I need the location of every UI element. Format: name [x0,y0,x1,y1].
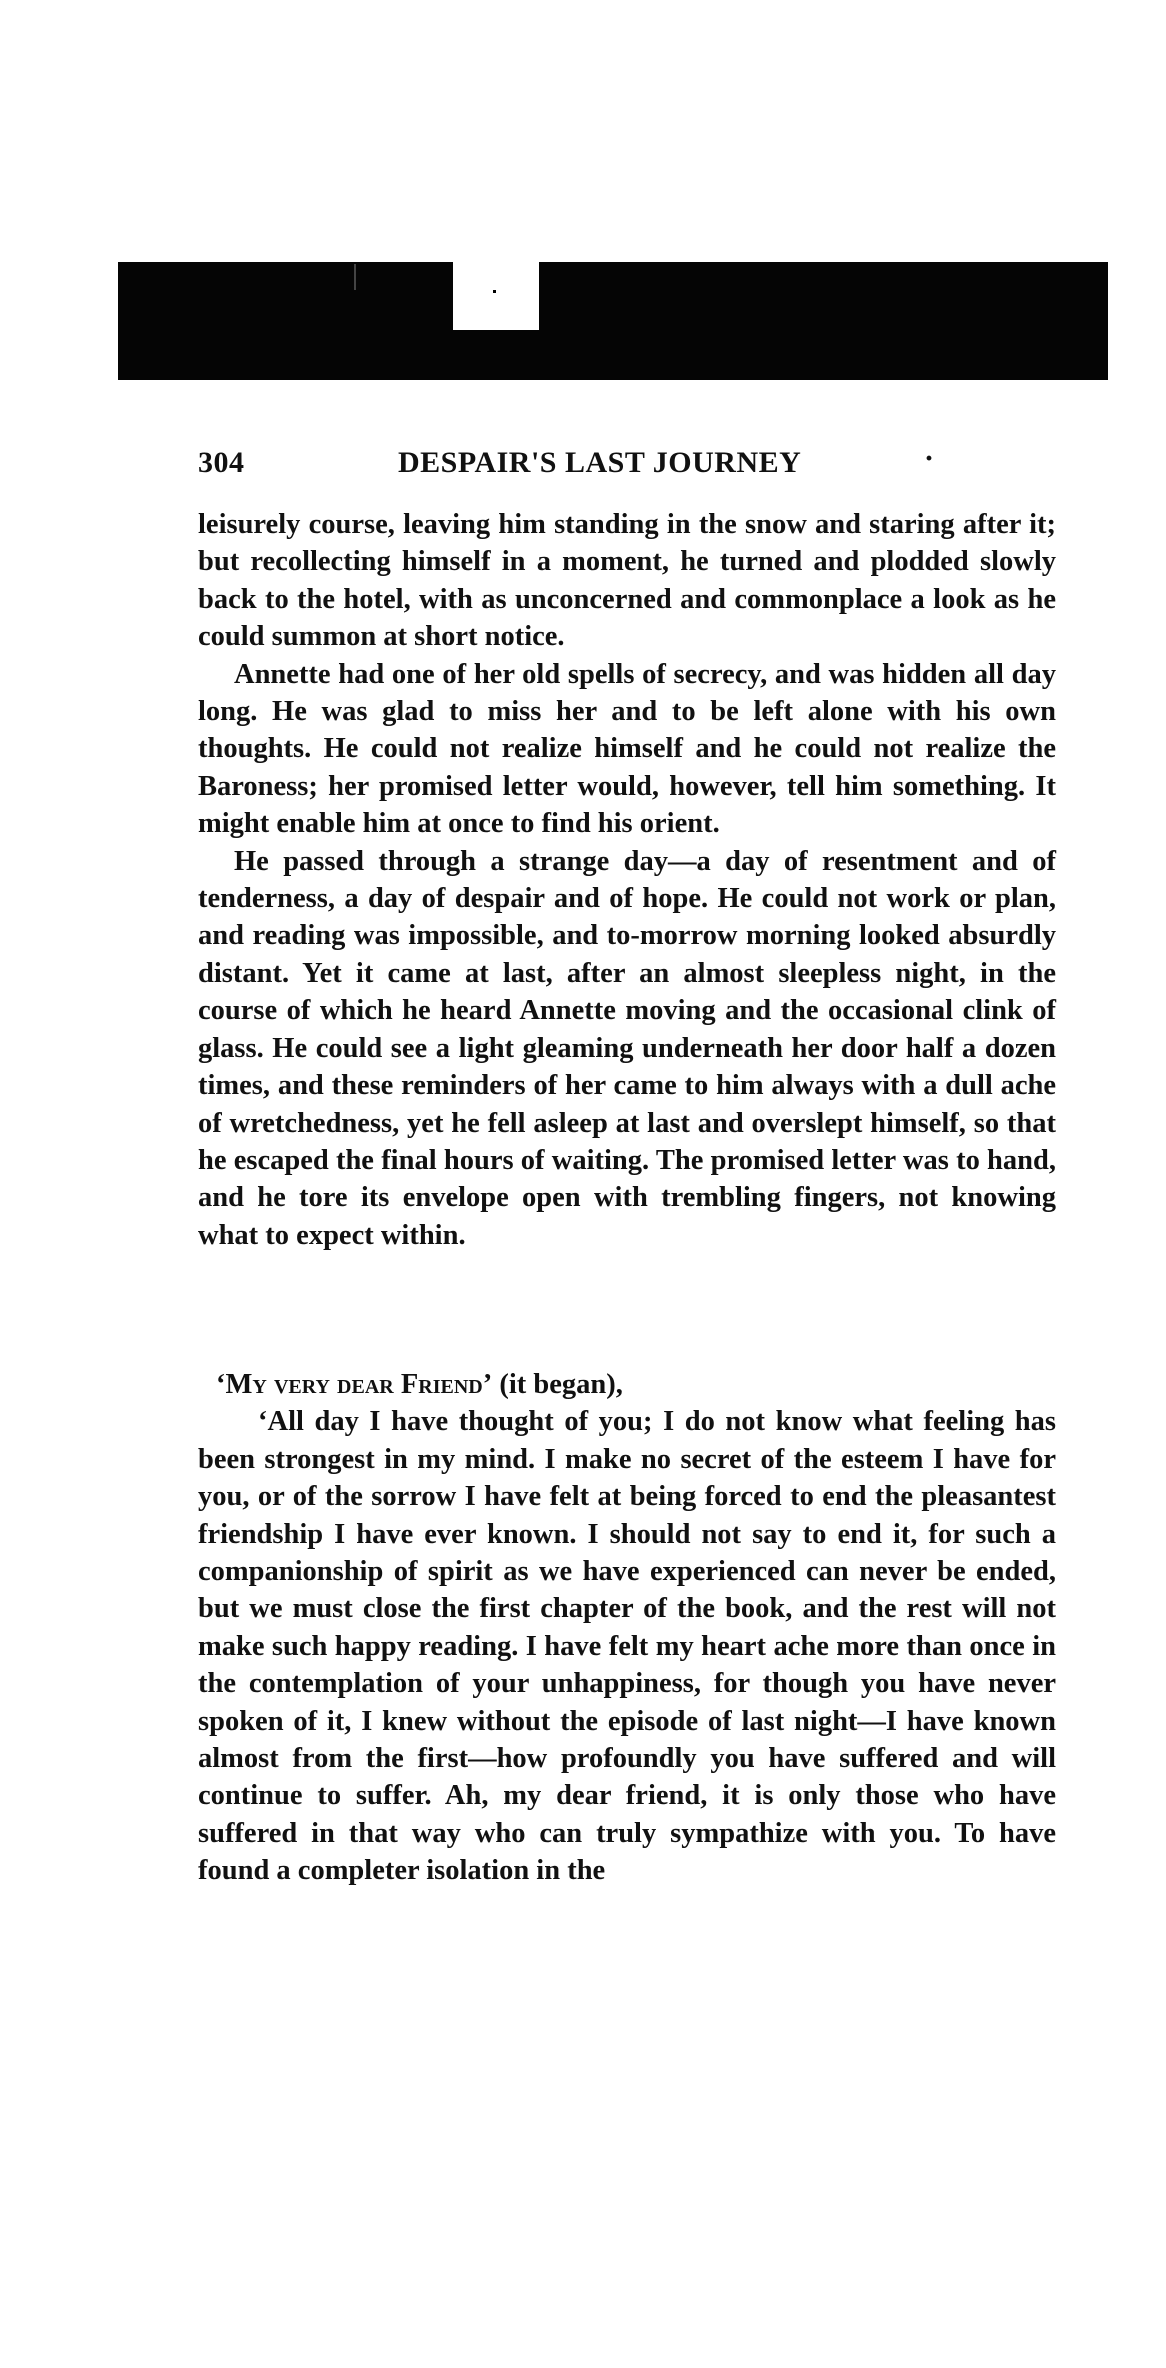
scan-artifact-line [354,264,356,290]
scan-artifact-dot [493,290,496,293]
paragraph-3: He passed through a strange day—a day of resentment and of tenderness, a day of despair and of hope. He could not work or plan, and reading was impossible, and to-morrow morning looked absurdly distant. Yet it came at last, after an almost sleepless night, in the course of which he heard Annette moving and the occasional clink of glass. He could see a light gleaming underneath her door half a dozen times, and these reminders of her came to him always with a dull ache of wretchedness, yet he fell asleep at last and overslept himself, so that he escaped the final hours of waiting. The promised letter was to hand, and he tore its envelope open with trembling fingers, not knowing what to expect within. [198,845,1056,1251]
running-title: DESPAIR'S LAST JOURNEY [398,446,802,479]
header-mark: · [924,442,935,475]
running-head [198,442,1072,490]
letter [198,1366,1056,1890]
page-number: 304 [198,446,245,479]
letter-salutation-line [198,1366,1056,1403]
letter-salutation-suffix: (it began), [492,1369,623,1400]
letter-salutation: ‘My very dear Friend’ [216,1369,493,1400]
paragraph-1: leisurely course, leaving him standing in the snow and staring after it; but recollecting himself in a moment, he turned and plodded slowly back to the hotel, with as unconcerned and commonplace a look as he could summon at short notice. [198,509,1056,653]
body-text [198,506,1056,1254]
paragraph-2: Annette had one of her old spells of secrecy, and was hidden all day long. He was glad to miss her and to be left alone with his own thoughts. He could not realize himself and he could not realize the Baroness; her promised letter would, however, tell him something. It might enable him at once to find his orient. [198,658,1056,840]
letter-body: ‘All day I have thought of you; I do not know what feeling has been strongest in my mind. I make no secret of the esteem I have for you, or of the sorrow I have felt at being forced to end the pleasantest friendship I have ever known. I should not say to end it, for such a companionship of spirit as we have experienced can never be ended, but we must close the first chapter of the book, and the rest will not make such happy reading. I have felt my heart ache more than once in the contemplation of your unhappiness, for though you have never spoken of it, I knew without the episode of last night—I have known almost from the first—how profoundly you have suffered and will continue to suffer. Ah, my dear friend, it is only those who have suffered in that way who can truly sympathize with you. To have found a completer isolation in the [198,1406,1056,1887]
scan-black-band [118,262,1108,380]
scan-white-notch [453,262,539,330]
